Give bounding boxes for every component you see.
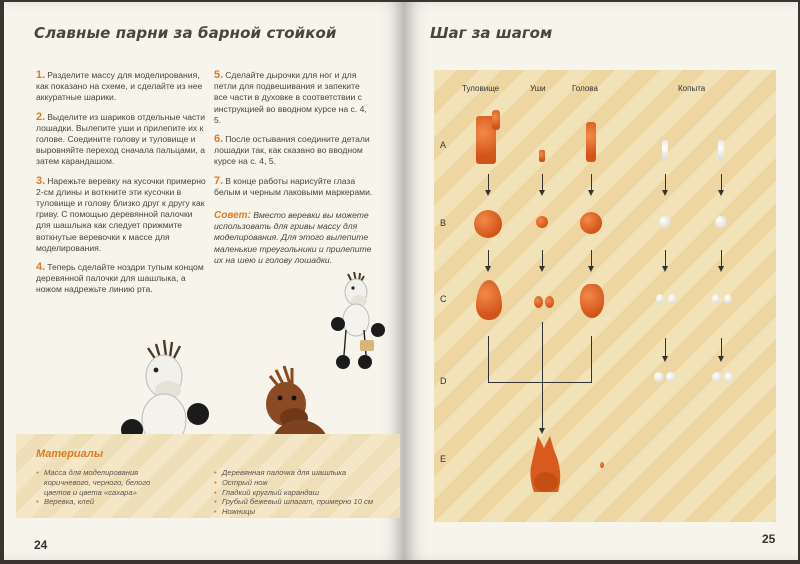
- tip-box: Совет: Вместо веревки вы можете использовать для гривы массу для моделирования. Для этого вылепите маленькие треугольники и прилепите их на шею и голову лошадки.: [214, 210, 372, 265]
- hoof-d3: [712, 372, 722, 382]
- list-item: • Острый нож: [214, 478, 394, 488]
- body-cone-c: [476, 280, 502, 320]
- step-2: 2. Выделите из шариков отдельные части лошадки. Вылепите уши и прилепите их к голове. Соедините голову и туловище и выровняйте переход сначала пальцами, а затем карандашом.: [36, 110, 206, 167]
- connector-horizontal: [488, 382, 592, 383]
- column-header-head: Голова: [572, 84, 598, 93]
- step-7: 7. В конце работы нарисуйте глаза белым и черным лаковыми маркерами.: [214, 174, 373, 197]
- arrow-b-c-body: [488, 250, 489, 268]
- page-title: Славные парни за барной стойкой: [34, 24, 337, 42]
- assembled-horse-head-e: [524, 432, 568, 496]
- head-ball-b: [580, 212, 602, 234]
- materials-box: [16, 434, 400, 518]
- arrow-a-b-head: [591, 174, 592, 192]
- step-1: 1. Разделите массу для моделирования, как показано на схеме, и сделайте из нее аккуратные шарики.: [36, 69, 203, 103]
- materials-list-1: [36, 468, 176, 507]
- list-item: • Ножницы: [214, 507, 394, 517]
- white-horse-figure-right: [326, 270, 396, 375]
- arrow-a-b-hoof2: [721, 174, 722, 192]
- arrow-b-c-hoof1: [665, 250, 666, 268]
- body-ball-b: [474, 210, 502, 238]
- row-label-a: A: [440, 140, 447, 150]
- hoof-ball-b2: [715, 216, 727, 228]
- hoof-c2: [668, 294, 676, 304]
- hoof-ball-b1: [659, 216, 671, 228]
- arrow-a-b-ears: [542, 174, 543, 192]
- list-item: • Деревянная палочка для шашлыка: [214, 468, 394, 478]
- step-5: 5. Сделайте дырочки для ног и для петли для подвешивания и запеките все части в духовке в соответствии с инструкцией во вводном курсе на с. 4, 5.: [214, 69, 367, 125]
- row-label-e: E: [440, 454, 447, 464]
- connector-body: [488, 336, 489, 382]
- arrow-b-c-ears: [542, 250, 543, 268]
- list-item: • Гладкий круглый карандаш: [214, 488, 394, 498]
- step-diagram: [434, 70, 776, 522]
- hoof-c3: [712, 294, 720, 304]
- left-page: [4, 2, 404, 560]
- hoof-d4: [724, 372, 734, 382]
- column-header-body: Туловище: [462, 84, 500, 93]
- step-by-step-title: Шаг за шагом: [430, 24, 553, 42]
- column-header-hooves: Копыта: [678, 84, 706, 93]
- row-label-b: B: [440, 218, 447, 228]
- ears-ball-b: [536, 216, 548, 228]
- arrow-b-c-hoof2: [721, 250, 722, 268]
- step-4: 4. Теперь сделайте ноздри тупым концом деревянной палочки для шашлыка, а ножом надрежьте линию рта.: [36, 261, 204, 295]
- arrow-b-c-head: [591, 250, 592, 268]
- row-label-c: C: [440, 294, 447, 304]
- page-number-left: 24: [34, 538, 48, 552]
- instructions-column-1: [36, 70, 208, 304]
- right-page: [404, 2, 798, 560]
- arrow-c-d-hoof2: [721, 338, 722, 358]
- arrow-a-b-body: [488, 174, 489, 192]
- row-label-d: D: [440, 376, 447, 386]
- column-header-ears: Уши: [530, 84, 546, 93]
- hoof-c1: [656, 294, 664, 304]
- ear-c2: [545, 296, 554, 308]
- hoof-roll-a1: [662, 140, 668, 162]
- page-number-right: 25: [762, 532, 776, 546]
- arrow-a-b-hoof1: [665, 174, 666, 192]
- small-clay-piece-e: [600, 462, 604, 468]
- head-shape-c: [580, 284, 604, 318]
- list-item: • Веревка, клей: [36, 497, 176, 507]
- hoof-d1: [654, 372, 664, 382]
- hoof-roll-a2: [718, 140, 724, 162]
- materials-title: Материалы: [36, 448, 104, 460]
- list-item: • Грубый бежевый шпагат, примерно 10 см: [214, 497, 394, 507]
- instructions-column-2: [214, 70, 374, 266]
- hoof-d2: [666, 372, 676, 382]
- ear-c1: [534, 296, 543, 308]
- step-6: 6. После остывания соедините детали лошадки так, как сказано во вводном курсе на с. 4, 5.: [214, 133, 370, 167]
- arrow-to-e: [542, 322, 543, 430]
- step-3: 3. Нарежьте веревку на кусочки примерно 2-см длины и воткните эти кусочки в туловище и голову близко друг к другу как гриву. С помощью деревянной палочки для шашлыка как следует прижмите воткнутые веревочки к массе для моделирования.: [36, 174, 206, 253]
- head-roll-a: [586, 122, 596, 162]
- list-item: • Масса для моделирования коричневого, черного, белого цветов и цвета «сахара»: [36, 468, 176, 497]
- ears-roll-a: [539, 150, 545, 162]
- arrow-c-d-hoof1: [665, 338, 666, 358]
- body-roll-stick-a: [492, 110, 500, 130]
- materials-list-2: [214, 468, 394, 517]
- connector-head: [591, 336, 592, 382]
- hoof-c4: [724, 294, 732, 304]
